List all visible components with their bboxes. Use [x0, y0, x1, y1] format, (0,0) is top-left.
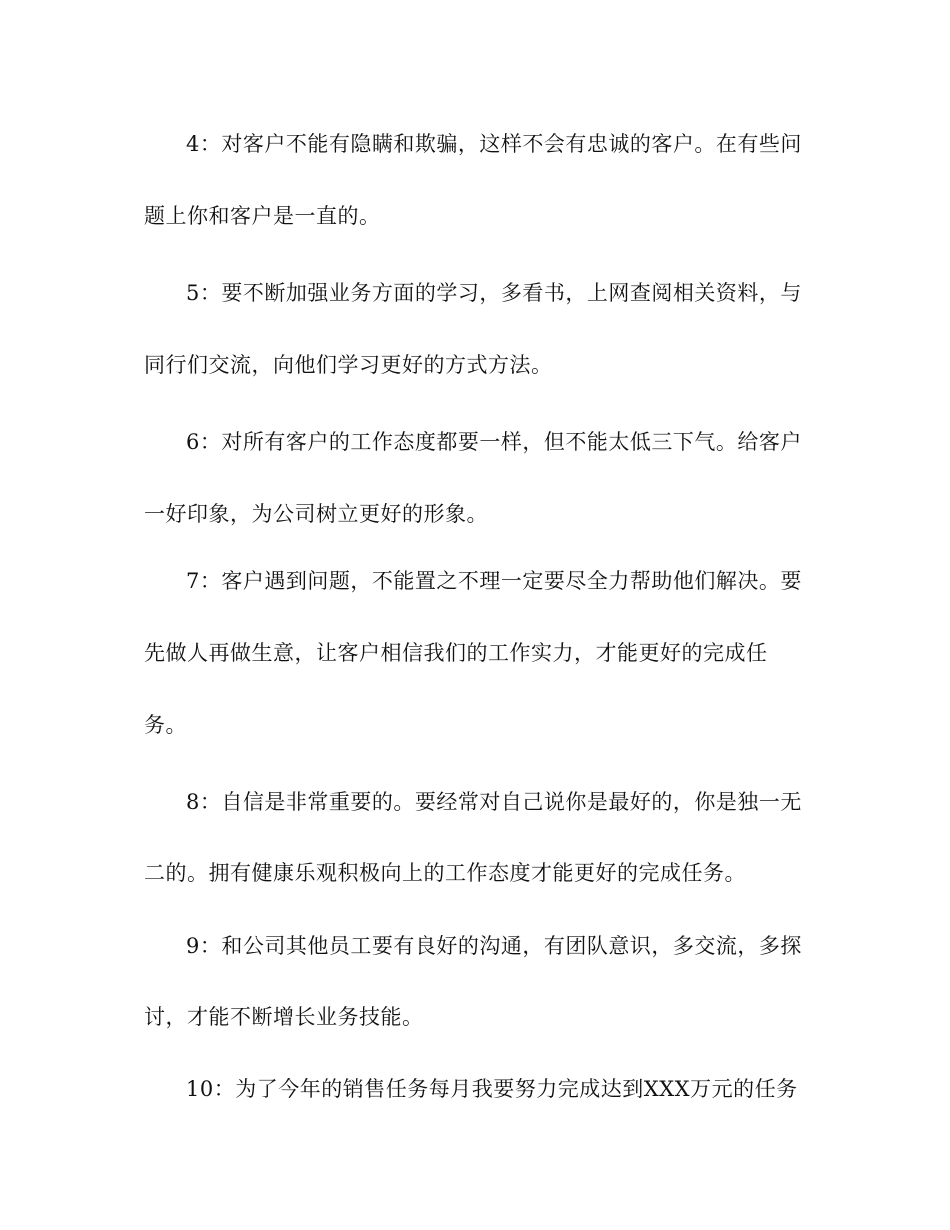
item-6-line-1: 6：对所有客户的工作态度都要一样，但不能太低三下气。给客户: [186, 430, 802, 454]
item-6-line-2: 一好印象，为公司树立更好的形象。: [144, 502, 488, 526]
item-8-line-1: 8：自信是非常重要的。要经常对自己说你是最好的，你是独一无: [186, 790, 802, 814]
item-4-line-1: 4：对客户不能有隐瞒和欺骗，这样不会有忠诚的客户。在有些问: [186, 132, 802, 156]
item-5-line-1: 5：要不断加强业务方面的学习，多看书，上网查阅相关资料，与: [186, 281, 802, 305]
item-7-line-1: 7：客户遇到问题，不能置之不理一定要尽全力帮助他们解决。要: [186, 569, 802, 593]
item-8-line-2: 二的。拥有健康乐观积极向上的工作态度才能更好的完成任务。: [144, 861, 746, 885]
item-7-line-2: 先做人再做生意，让客户相信我们的工作实力，才能更好的完成任: [144, 641, 768, 665]
item-10-line-1: 10：为了今年的销售任务每月我要努力完成达到XXX万元的任务: [186, 1077, 798, 1101]
item-9-line-1: 9：和公司其他员工要有良好的沟通，有团队意识，多交流，多探: [186, 934, 802, 958]
item-9-line-2: 讨，才能不断增长业务技能。: [144, 1005, 424, 1029]
item-4-line-2: 题上你和客户是一直的。: [144, 204, 381, 228]
item-7-line-3: 务。: [144, 713, 187, 737]
item-5-line-2: 同行们交流，向他们学习更好的方式方法。: [144, 353, 553, 377]
